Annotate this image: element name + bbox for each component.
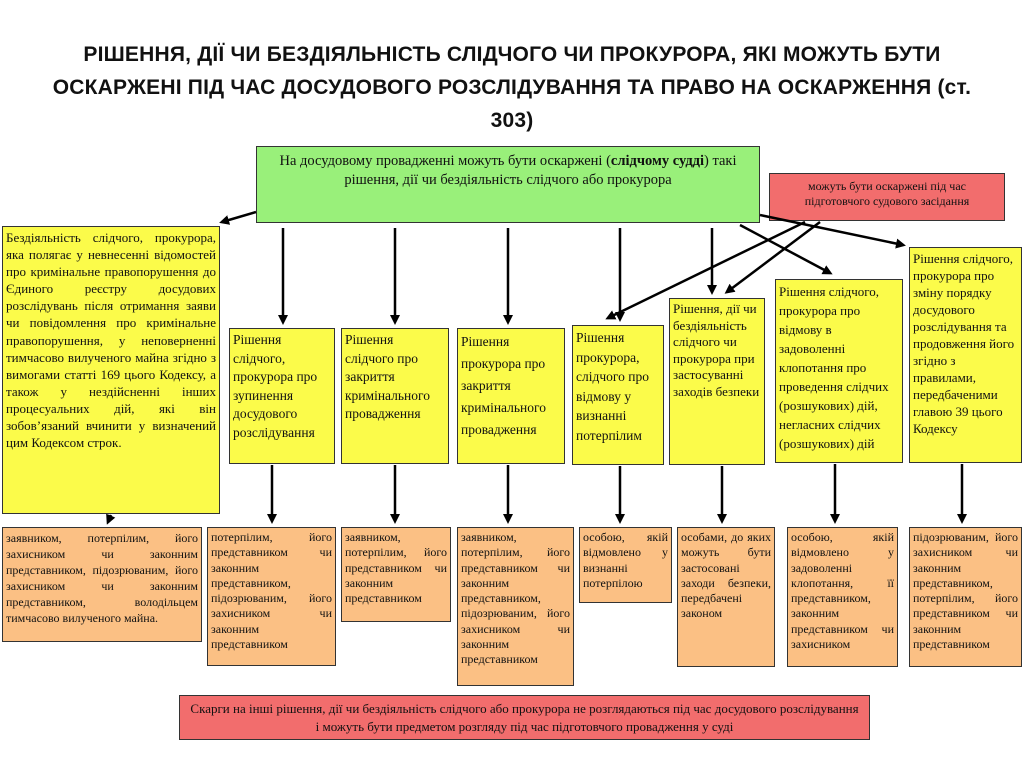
arrow-inaction-down: [108, 515, 111, 522]
preparatory-hearing-note: можуть бути оскаржені під час підготовчого судового засідання: [769, 173, 1005, 221]
page-title: РІШЕННЯ, ДІЇ ЧИ БЕЗДІЯЛЬНІСТЬ СЛІДЧОГО ЧИ ПРОКУРОРА, ЯКІ МОЖУТЬ БУТИ ОСКАРЖЕНІ ПІД ЧАС ДОСУДОВОГО РОЗСЛІДУВАННЯ ТА ПРАВО НА ОСКАРЖЕННЯ (ст. 303): [52, 43, 972, 132]
decision-box-safety-measures: Рішення, дії чи бездіяльність слідчого чи прокурора при застосуванні заходів безпеки: [669, 298, 765, 465]
appellant-box-motion-refusal: особою, якій відмовлено у задоволенні клопотання, її представником, законним представником чи захисником: [787, 527, 898, 667]
decision-box-suspension: Рішення слідчого, прокурора про зупинення досудового розслідування: [229, 328, 335, 464]
decision-box-motion-refusal: Рішення слідчого, прокурора про відмову в задоволенні клопотання про проведення слідчих (розшукових) дій, негласних слідчих (розшукових) дій: [775, 279, 903, 463]
arrow-top-to-inaction: [222, 212, 256, 222]
appellant-box-victim-refusal: особою, якій відмовлено у визнанні потерпілою: [579, 527, 672, 603]
arrow-top-to-motion-refusal: [740, 225, 830, 273]
decision-box-closure-investigator: Рішення слідчого про закриття кримінального провадження: [341, 328, 449, 464]
appellant-box-inaction: заявником, потерпілим, його захисником чи законним представником, підозрюваним, його захисником чи законним представником, володільцем тимчасово вилученого майна.: [2, 527, 202, 642]
decision-box-closure-prosecutor: Рішення прокурора про закриття кримінального провадження: [457, 328, 565, 464]
decision-box-procedure-change: Рішення слідчого, прокурора про зміну порядку досудового розслідування та продовження його згідно з правилами, передбаченими главою 39 цього Кодексу: [909, 247, 1022, 463]
intro-text-end: ) такі рішення, дії чи бездіяльність слідчого або прокурора: [344, 153, 737, 188]
appellant-box-closure-investigator: заявником, потерпілим, його представником чи законним представником: [341, 527, 451, 622]
appellant-box-procedure-change: підозрюваним, його захисником чи законним представником, потерпілим, його представником чи законним представником: [909, 527, 1022, 667]
appealable-intro-box: [256, 146, 760, 223]
decision-box-inaction: Бездіяльність слідчого, прокурора, яка полягає у невнесенні відомостей про кримінальне правопорушення до Єдиного реєстру досудових розслідувань після отримання заяви чи повідомлення про кримінальне правопорушення, у неповерненні тимчасово вилученого майна згідно з вимогами статті 169 цього Кодексу, а також у нездійсненні інших процесуальних дій, які він зобов’язаний вчинити у визначений цим Кодексом строк.: [2, 226, 220, 514]
appellant-box-closure-prosecutor: заявником, потерпілим, його представником чи законним представником, підозрюваним, його захисником чи законним представником: [457, 527, 574, 686]
other-complaints-note: Скарги на інші рішення, дії чи бездіяльність слідчого або прокурора не розглядаються під час досудового розслідування і можуть бути предметом розгляду під час підготовчого провадження у суді: [179, 695, 870, 740]
decision-box-victim-refusal: Рішення прокурора, слідчого про відмову у визнанні потерпілим: [572, 325, 664, 465]
appellant-box-safety-measures: особами, до яких можуть бути застосовані заходи безпеки, передбачені законом: [677, 527, 775, 667]
intro-investigating-judge: слідчому судді: [610, 153, 705, 169]
appellant-box-suspension: потерпілим, його представником чи законним представником, підозрюваним, його захисником чи законним представником: [207, 527, 336, 666]
intro-text-start: На досудовому провадженні можуть бути оскаржені (: [279, 153, 611, 169]
